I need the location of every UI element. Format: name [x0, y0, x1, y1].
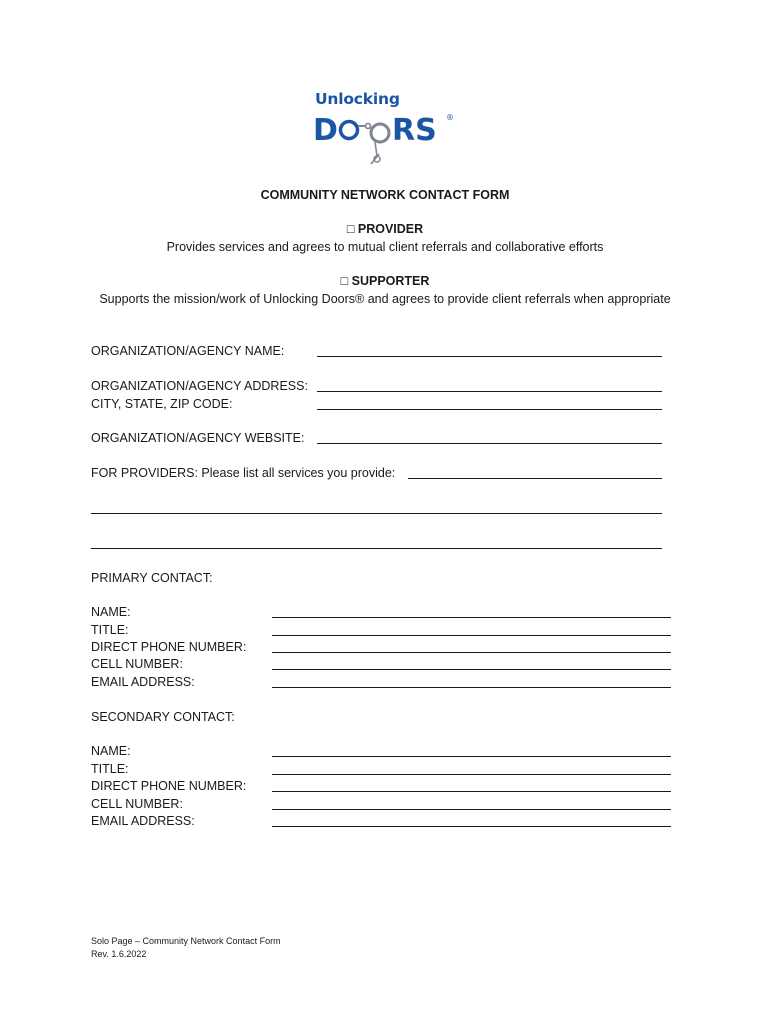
primary-title-field[interactable] [272, 635, 671, 636]
logo-doors-graphic [313, 104, 463, 170]
primary-email-label: EMAIL ADDRESS: [91, 675, 195, 689]
secondary-email-label: EMAIL ADDRESS: [91, 814, 195, 828]
svg-text:RS: RS [392, 113, 437, 148]
secondary-phone-field[interactable] [272, 791, 671, 792]
primary-cell-label: CELL NUMBER: [91, 657, 183, 671]
primary-title-label: TITLE: [91, 623, 129, 637]
org-website-label: ORGANIZATION/AGENCY WEBSITE: [91, 431, 305, 445]
unlocking-doors-logo [313, 90, 463, 170]
supporter-checkbox-label[interactable]: □ SUPPORTER [340, 274, 430, 288]
secondary-title-label: TITLE: [91, 762, 129, 776]
secondary-email-field[interactable] [272, 826, 671, 827]
secondary-phone-label: DIRECT PHONE NUMBER: [91, 779, 247, 793]
secondary-contact-heading: SECONDARY CONTACT: [91, 710, 235, 724]
primary-cell-field[interactable] [272, 669, 671, 670]
org-website-field[interactable] [317, 443, 662, 444]
city-state-zip-field[interactable] [317, 409, 662, 410]
supporter-description: Supports the mission/work of Unlocking Doors® and agrees to provide client referrals when appropriate [99, 292, 671, 306]
services-field-1[interactable] [408, 478, 662, 479]
primary-email-field[interactable] [272, 687, 671, 688]
org-address-field[interactable] [317, 391, 662, 392]
secondary-cell-label: CELL NUMBER: [91, 797, 183, 811]
footer-revision: Rev. 1.6.2022 [91, 949, 147, 959]
secondary-title-field[interactable] [272, 774, 671, 775]
secondary-name-label: NAME: [91, 744, 131, 758]
logo-top-word: Unlocking [315, 90, 400, 108]
city-state-zip-label: CITY, STATE, ZIP CODE: [91, 397, 233, 411]
provider-checkbox-label[interactable]: □ PROVIDER [346, 222, 424, 236]
secondary-cell-field[interactable] [272, 809, 671, 810]
secondary-name-field[interactable] [272, 756, 671, 757]
org-address-label: ORGANIZATION/AGENCY ADDRESS: [91, 379, 308, 393]
provider-description: Provides services and agrees to mutual client referrals and collaborative efforts [166, 240, 604, 254]
primary-name-field[interactable] [272, 617, 671, 618]
svg-text:®: ® [446, 113, 454, 122]
form-title: COMMUNITY NETWORK CONTACT FORM [260, 188, 510, 202]
services-field-3[interactable] [91, 548, 662, 549]
footer-title: Solo Page – Community Network Contact Form [91, 936, 281, 946]
primary-phone-label: DIRECT PHONE NUMBER: [91, 640, 247, 654]
org-name-label: ORGANIZATION/AGENCY NAME: [91, 344, 285, 358]
primary-contact-heading: PRIMARY CONTACT: [91, 571, 213, 585]
svg-text:D: D [313, 113, 338, 148]
primary-phone-field[interactable] [272, 652, 671, 653]
services-label: FOR PROVIDERS: Please list all services you provide: [91, 466, 396, 480]
primary-name-label: NAME: [91, 605, 131, 619]
services-field-2[interactable] [91, 513, 662, 514]
org-name-field[interactable] [317, 356, 662, 357]
